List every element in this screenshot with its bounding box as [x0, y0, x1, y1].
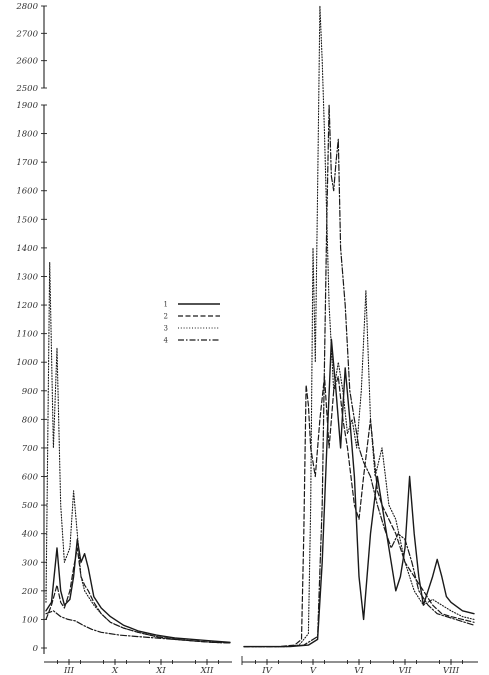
- y-tick-label: 300: [21, 558, 38, 569]
- chart-legend: [164, 301, 220, 345]
- y-tick-label: 1100: [16, 329, 38, 340]
- x-right-tick-label: VI: [354, 666, 364, 675]
- x-right-tick-label: V: [309, 666, 317, 675]
- y-tick-label: 600: [21, 472, 38, 483]
- y-tick-label: 1700: [16, 158, 38, 169]
- y-tick-label: 2800: [16, 2, 38, 12]
- x-right-tick-label: VIII: [442, 666, 460, 675]
- series-3-left-line: [46, 262, 230, 643]
- x-left-tick-label: XI: [156, 666, 166, 675]
- legend-label-2: 2: [163, 312, 168, 321]
- y-tick-label: 1900: [16, 101, 38, 111]
- x-right-tick-label: IV: [262, 666, 272, 675]
- y-tick-label: 1800: [16, 129, 38, 140]
- legend-label-1: 1: [163, 300, 168, 309]
- y-tick-label: 1300: [16, 272, 38, 283]
- y-tick-label: 500: [21, 501, 38, 512]
- y-tick-label: 1600: [16, 186, 38, 197]
- y-tick-label: 200: [21, 586, 38, 597]
- y-tick-label: 2700: [16, 29, 38, 40]
- y-tick-label: 100: [21, 615, 38, 626]
- chart-axes: [15, 2, 478, 675]
- y-tick-label: 1200: [16, 301, 38, 312]
- series-2-left-line: [46, 548, 230, 643]
- y-tick-label: 1400: [16, 243, 38, 254]
- chart-plot-area: [46, 6, 474, 647]
- y-tick-label: 1000: [16, 358, 38, 369]
- x-right-tick-label: VII: [398, 666, 412, 675]
- series-4-left-line: [46, 611, 230, 643]
- x-left-tick-label: III: [63, 666, 75, 675]
- series-3-right-line: [244, 6, 474, 647]
- x-left-tick-label: XII: [200, 666, 214, 675]
- y-tick-label: 2500: [16, 84, 38, 94]
- y-tick-label: 700: [21, 443, 38, 454]
- legend-label-4: 4: [163, 336, 168, 345]
- series-1-right-line: [244, 339, 474, 646]
- y-tick-label: 1500: [16, 215, 38, 226]
- y-tick-label: 2600: [16, 56, 38, 67]
- y-tick-label: 800: [21, 415, 38, 426]
- x-left-tick-label: X: [111, 666, 119, 675]
- legend-label-3: 3: [163, 324, 168, 333]
- y-tick-label: 400: [21, 529, 38, 540]
- y-tick-label: 0: [32, 644, 38, 654]
- series-1-left-line: [46, 539, 230, 642]
- y-tick-label: 900: [21, 386, 38, 397]
